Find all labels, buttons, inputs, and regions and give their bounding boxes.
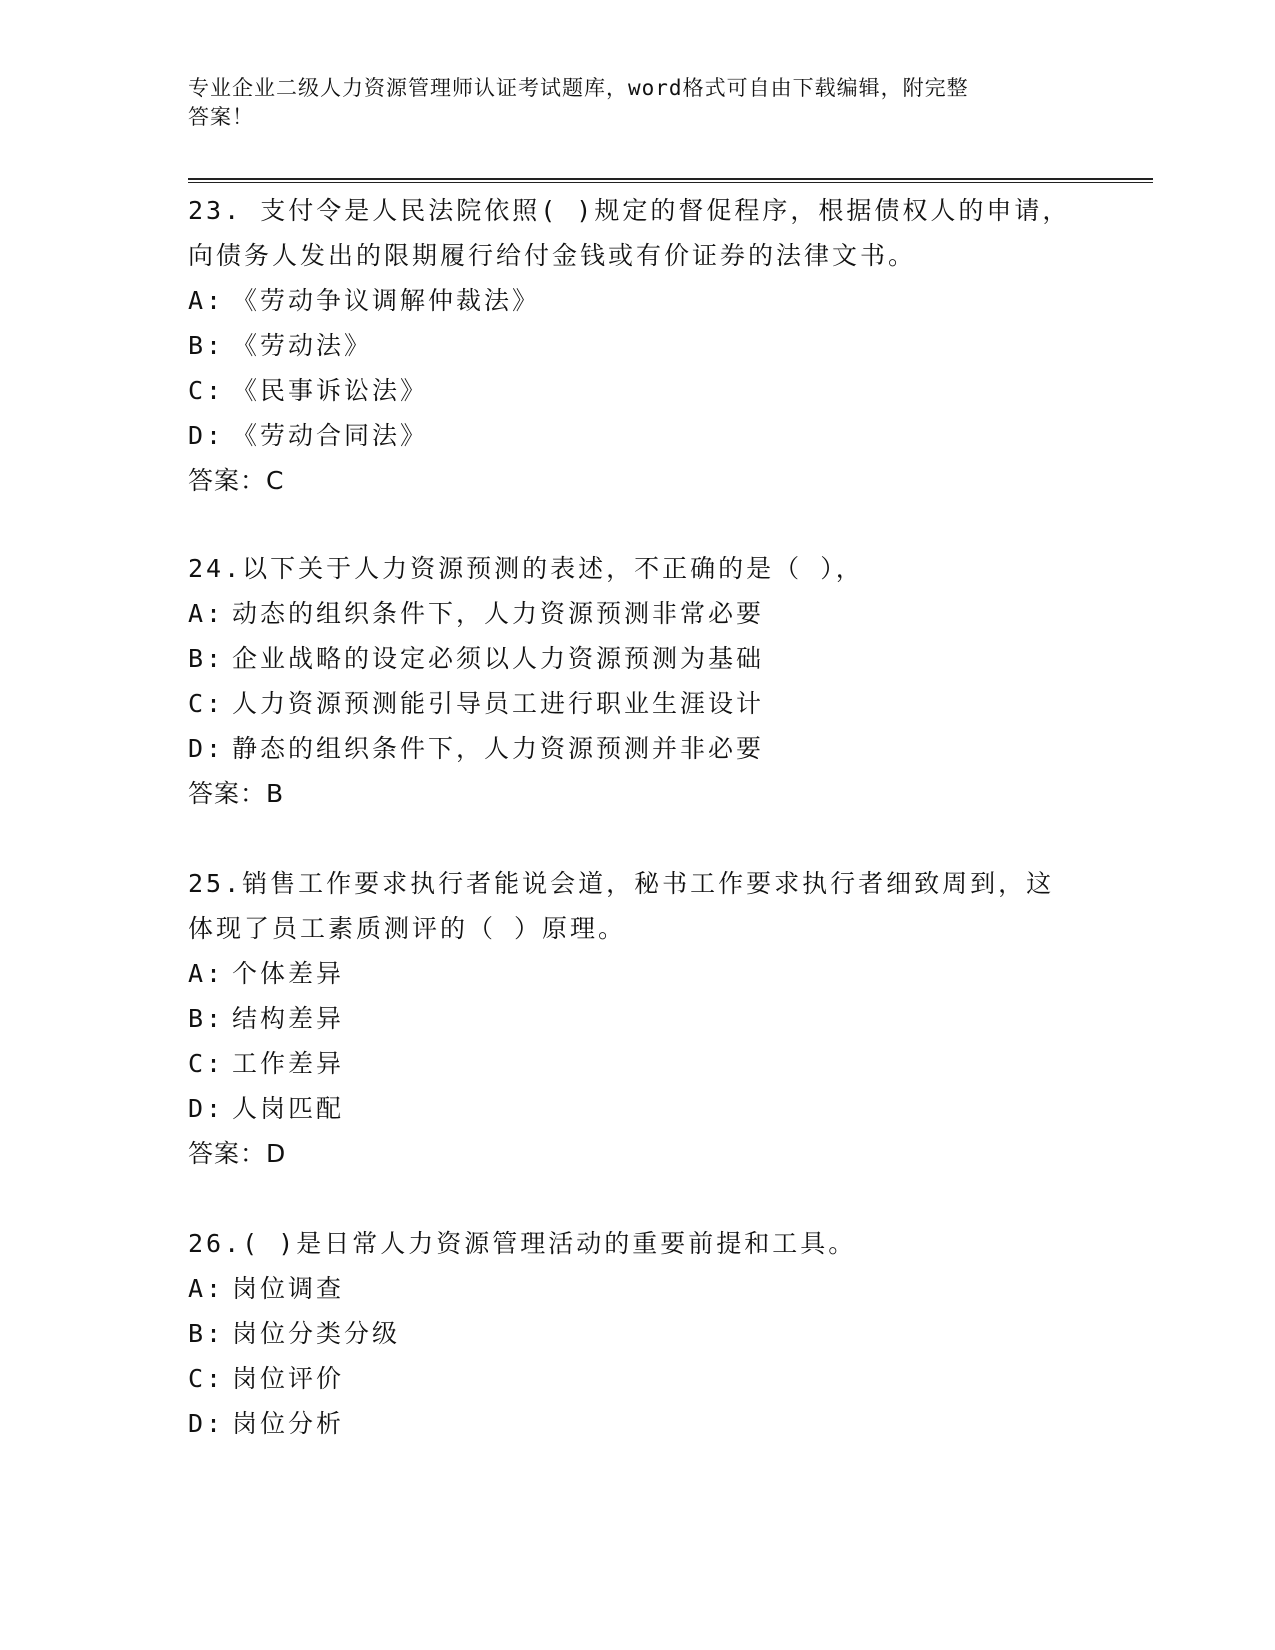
option-letter: B: bbox=[188, 1319, 225, 1348]
option-text: 岗位分析 bbox=[232, 1409, 345, 1438]
question-stem: 23. 支付令是人民法院依照( )规定的督促程序，根据债权人的申请， bbox=[188, 196, 1071, 225]
answer: 答案：C bbox=[188, 466, 285, 495]
option-letter: B: bbox=[188, 1004, 225, 1033]
option-d bbox=[188, 1401, 1108, 1446]
option-c bbox=[188, 1356, 1108, 1401]
option-letter: B: bbox=[188, 331, 225, 360]
option-text: 工作差异 bbox=[232, 1049, 345, 1078]
question-23 bbox=[188, 188, 1108, 503]
option-letter: D: bbox=[188, 734, 225, 763]
question-stem: 25.销售工作要求执行者能说会道，秘书工作要求执行者细致周到，这 bbox=[188, 869, 1055, 898]
option-d bbox=[188, 726, 1108, 771]
option-d bbox=[188, 1086, 1108, 1131]
answer: 答案：D bbox=[188, 1139, 287, 1168]
question-stem-continued: 体现了员工素质测评的（ ）原理。 bbox=[188, 914, 627, 943]
document-header bbox=[188, 74, 1088, 132]
option-text: 岗位评价 bbox=[232, 1364, 345, 1393]
option-letter: C: bbox=[188, 376, 225, 405]
option-letter: C: bbox=[188, 1049, 225, 1078]
option-text: 《民事诉讼法》 bbox=[232, 376, 429, 405]
option-letter: D: bbox=[188, 421, 225, 450]
option-text: 静态的组织条件下，人力资源预测并非必要 bbox=[232, 734, 765, 763]
question-25 bbox=[188, 861, 1108, 1176]
option-b bbox=[188, 996, 1108, 1041]
option-letter: A: bbox=[188, 1274, 225, 1303]
question-stem-continued: 向债务人发出的限期履行给付金钱或有价证券的法律文书。 bbox=[188, 241, 917, 270]
question-24 bbox=[188, 546, 1108, 816]
option-text: 动态的组织条件下，人力资源预测非常必要 bbox=[232, 599, 765, 628]
option-letter: A: bbox=[188, 286, 225, 315]
option-a bbox=[188, 951, 1108, 996]
option-text: 人力资源预测能引导员工进行职业生涯设计 bbox=[232, 689, 765, 718]
option-b bbox=[188, 636, 1108, 681]
option-text: 个体差异 bbox=[232, 959, 345, 988]
option-a bbox=[188, 591, 1108, 636]
option-letter: A: bbox=[188, 599, 225, 628]
option-letter: C: bbox=[188, 1364, 225, 1393]
option-b bbox=[188, 323, 1108, 368]
option-letter: C: bbox=[188, 689, 225, 718]
option-a bbox=[188, 278, 1108, 323]
option-text: 《劳动合同法》 bbox=[232, 421, 429, 450]
option-text: 岗位分类分级 bbox=[232, 1319, 401, 1348]
header-divider bbox=[188, 178, 1153, 183]
option-text: 《劳动法》 bbox=[232, 331, 373, 360]
question-stem: 26.( )是日常人力资源管理活动的重要前提和工具。 bbox=[188, 1229, 857, 1258]
header-line-2: 答案！ bbox=[188, 105, 254, 129]
answer: 答案：B bbox=[188, 779, 285, 808]
option-letter: A: bbox=[188, 959, 225, 988]
option-d bbox=[188, 413, 1108, 458]
question-stem: 24.以下关于人力资源预测的表述，不正确的是（ ）， bbox=[188, 554, 864, 583]
question-26 bbox=[188, 1221, 1108, 1446]
option-c bbox=[188, 368, 1108, 413]
option-text: 岗位调查 bbox=[232, 1274, 345, 1303]
option-c bbox=[188, 1041, 1108, 1086]
option-text: 企业战略的设定必须以人力资源预测为基础 bbox=[232, 644, 765, 673]
header-line-1: 专业企业二级人力资源管理师认证考试题库，word格式可自由下载编辑，附完整 bbox=[188, 76, 969, 100]
option-b bbox=[188, 1311, 1108, 1356]
option-c bbox=[188, 681, 1108, 726]
option-letter: D: bbox=[188, 1409, 225, 1438]
option-letter: D: bbox=[188, 1094, 225, 1123]
option-text: 《劳动争议调解仲裁法》 bbox=[232, 286, 541, 315]
option-text: 结构差异 bbox=[232, 1004, 345, 1033]
option-text: 人岗匹配 bbox=[232, 1094, 345, 1123]
option-a bbox=[188, 1266, 1108, 1311]
option-letter: B: bbox=[188, 644, 225, 673]
